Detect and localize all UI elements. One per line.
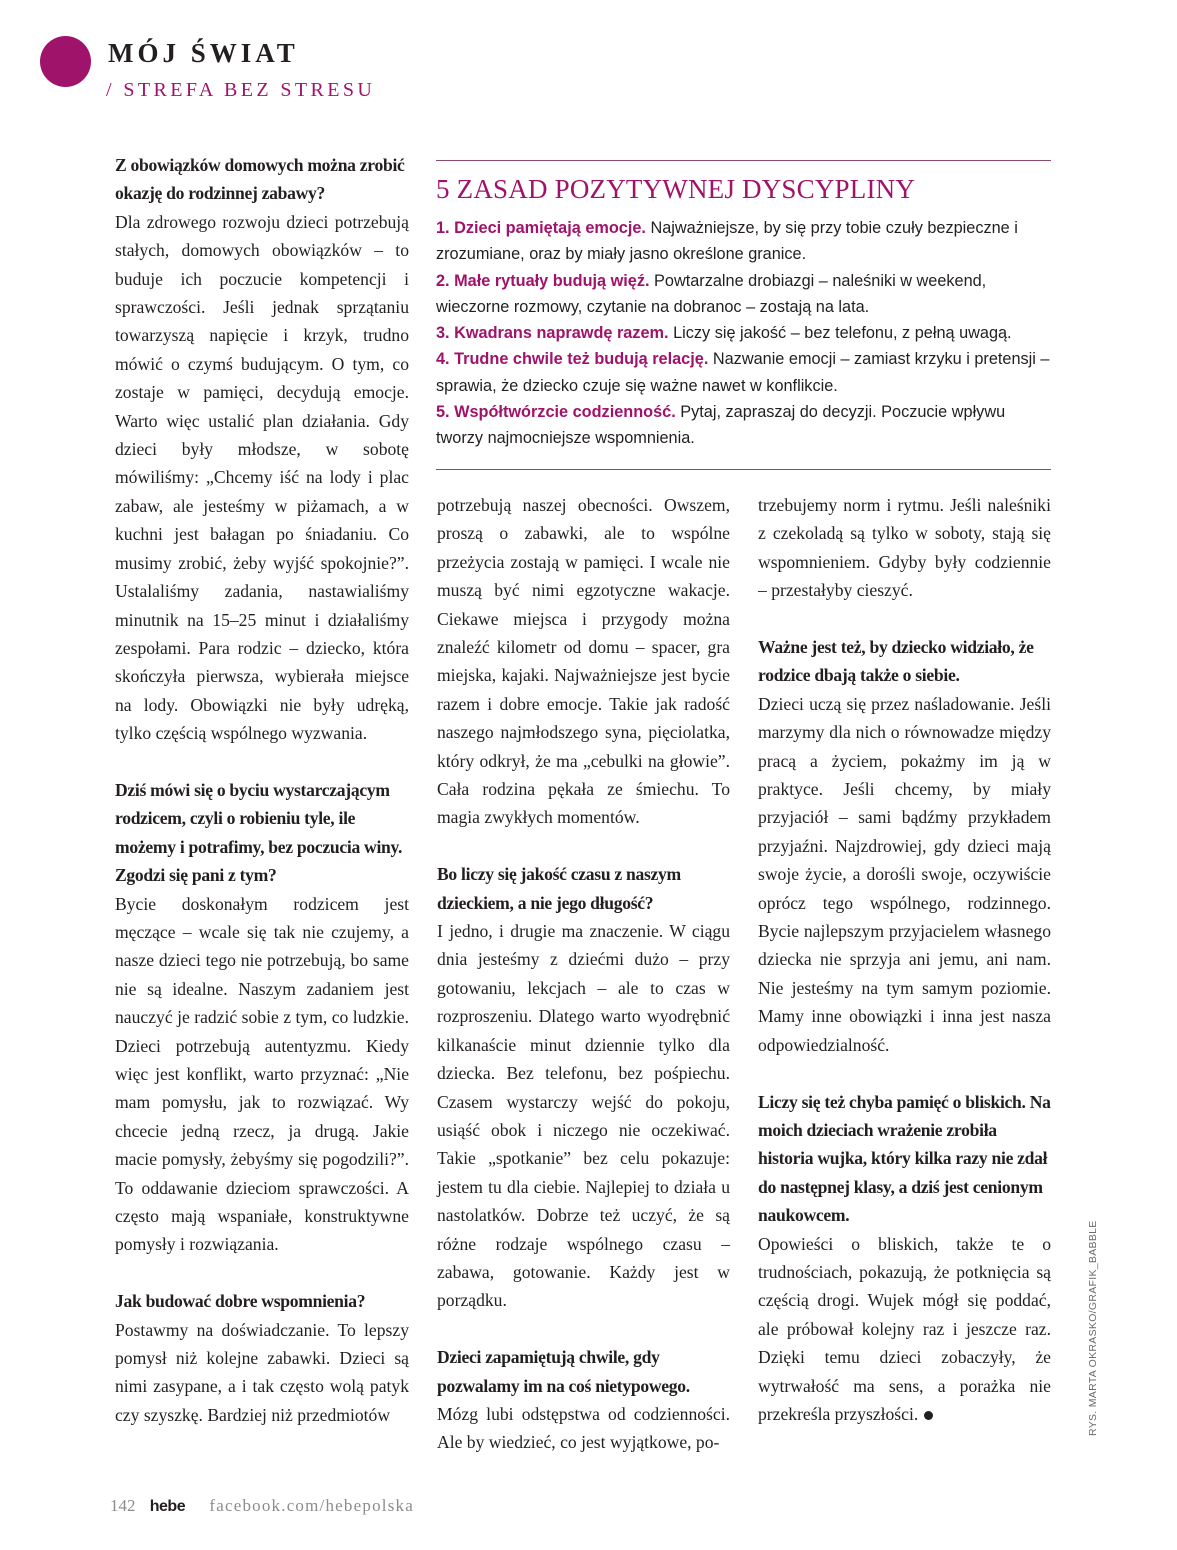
qa-block <box>115 1287 409 1429</box>
rule-item <box>436 346 1051 399</box>
rule-text: Nazwanie emocji – zamiast krzyku i pretensji – sprawia, że dziecko czuje się ważne nawet w konflikcie. <box>436 350 1050 395</box>
rule-item <box>436 215 1051 268</box>
interview-answer: Opowieści o bliskich, także te o trudnościach, pokazują, że potknięcia są częścią drogi. Wujek mógł się poddać, ale próbował kolejny raz i jeszcze raz. Dzięki temu dzieci zobaczyły, że wytrwałość ma sens, a porażka nie przekreśla przyszłości. <box>758 1233 1051 1424</box>
page-number: 142 <box>110 1496 136 1515</box>
rule-text: Liczy się jakość – bez telefonu, z pełną uwagą. <box>668 324 1012 343</box>
qa-block <box>437 1343 730 1457</box>
qa-block <box>758 633 1051 1059</box>
rule-heading: 3. Kwadrans naprawdę razem. <box>436 324 669 343</box>
interview-answer: Postawmy na doświadczanie. To lepszy pomysł niż kolejne zabawki. Dzieci są nimi zasypane, a i tak często wolą patyk czy szyszkę. Bardziej niż przedmiotów <box>115 1319 409 1425</box>
article-column-1 <box>115 151 409 1429</box>
article-column-2 <box>437 491 730 1457</box>
rule-heading: 4. Trudne chwile też budują relację. <box>436 350 709 369</box>
qa-block <box>115 776 409 1259</box>
interview-answer: I jedno, i drugie ma znaczenie. W ciągu dnia jesteśmy z dziećmi dużo – przy gotowaniu, lekcjach – ale to czas w rozproszeniu. Dlatego warto wyodrębnić kilkanaście minut dziennie tylko dla dziecka. Bez telefonu, bez pośpiechu. Czasem wystarczy wejść do pokoju, usiąść obok i niczego nie oczekiwać. Takie „spotkanie” bez celu pokazuje: jestem tu dla ciebie. Najlepiej to działa u nastolatków. Dobrze też uczyć, że są różne rodzaje wspólnego czasu – zabawa, gotowanie. Każdy jest w porządku. <box>437 921 730 1311</box>
interview-answer: Dla zdrowego rozwoju dzieci potrzebują stałych, domowych obowiązków – to buduje ich poczucie kompetencji i sprawczości. Jeśli jednak sprzątaniu towarzyszą napięcie i krzyk, trudno mówić o czymś budującym. O tym, co zostaje w pamięci, decydują emocje. Warto więc ustalić plan działania. Gdy dzieci były młodsze, w sobotę mówiliśmy: „Chcemy iść na lody i plac zabaw, ale jesteśmy w piżamach, a w kuchni jest bałagan po śniadaniu. Co musimy zrobić, żeby wyjść spokojnie?”. Ustalaliśmy zadania, nastawialiśmy minutnik na 15–25 minut i działaliśmy zespołami. Para rodzic – dziecko, która skończyła pierwsza, wybierała miejsce na lody. Obowiązki nie były udręką, tylko częścią wspólnego wyzwania. <box>115 211 409 744</box>
interview-answer: Bycie doskonałym rodzicem jest męczące – wcale się tak nie czujemy, a nasze dzieci tego nie potrzebują, bo same nie są idealne. Naszym zadaniem jest nauczyć je radzić sobie z tym, co ludzkie. Dzieci potrzebują autentyzmu. Kiedy więc jest konflikt, warto przyznać: „Nie mam pomysłu, jak to rozwiązać. Wy chcecie jedną rzecz, ja drugą. Jakie macie pomysły, żebyśmy się pogodzili?”. To oddawanie dzieciom sprawczości. A często mają wspaniałe, konstruktywne pomysły i rozwiązania. <box>115 893 409 1255</box>
interview-question: Bo liczy się jakość czasu z naszym dzieckiem, a nie jego długość? <box>437 864 681 913</box>
section-subtitle: / STREFA BEZ STRESU <box>106 79 376 101</box>
rule-text: Pytaj, zapraszaj do decyzji. Poczucie wpływu tworzy najmocniejsze wspomnienia. <box>436 403 1006 448</box>
rule-heading: 2. Małe rytuały budują więź. <box>436 271 650 290</box>
rule-heading: 1. Dzieci pamiętają emocje. <box>436 219 646 237</box>
answer-continuation: potrzebują naszej obecności. Owszem, proszą o zabawki, ale to wspólne przeżycia zostają w pamięci. I wcale nie muszą być nimi egzotyczne wakacje. Ciekawe miejsca i przygody można znaleźć kilometr od domu – spacer, gra miejska, kajaki. Najważniejsze jest bycie razem i dobre emocje. Takie jak radość naszego najmłodszego syna, pięciolatka, który odkrył, że ma „cebulki na głowie”. Cała rodzina pękała ze śmiechu. To magia zwykłych momentów. <box>437 495 730 828</box>
interview-question: Jak budować dobre wspomnienia? <box>115 1291 366 1312</box>
section-title: MÓJ ŚWIAT <box>108 38 299 68</box>
facebook-link[interactable]: facebook.com/hebepolska <box>209 1496 414 1515</box>
interview-answer: Mózg lubi odstępstwa od codzienności. Ale by wiedzieć, co jest wyjątkowe, po- <box>437 1403 730 1453</box>
interview-question: Dzieci zapamiętują chwile, gdy pozwalamy im na coś nietypowego. <box>437 1347 690 1396</box>
rule-text: Powtarzalne drobiazgi – naleśniki w weekend, wieczorne rozmowy, czytanie na dobranoc – zostają na lata. <box>436 271 987 316</box>
interview-question: Ważne jest też, by dziecko widziało, że rodzice dbają także o siebie. <box>758 637 1034 686</box>
interview-answer: Dzieci uczą się przez naśladowanie. Jeśli marzymy dla nich o równowadze między pracą a życiem, pokażmy im ją w praktyce. Jeśli chcemy, by miały przyjaciół – sami bądźmy przykładem przyjaźni. Najzdrowiej, gdy dzieci mają swoje życie, a dorośli swoje, oczywiście oprócz tego wspólnego, rodzinnego. Bycie najlepszym przyjacielem własnego dziecka nie sprzyja ani jemu, ani nam. Nie jesteśmy na tym samym poziomie. Mamy inne obowiązki i inna jest nasza odpowiedzialność. <box>758 693 1051 1055</box>
qa-block <box>437 860 730 1315</box>
article-column-3 <box>758 491 1051 1428</box>
interview-question: Dziś mówi się o byciu wystarczającym rodzicem, czyli o robieniu tyle, ile możemy i potrafimy, bez poczucia winy. Zgodzi się pani z tym? <box>115 779 403 886</box>
qa-block <box>115 151 409 748</box>
rules-sidebar-box <box>436 160 1051 470</box>
end-of-article-dot-icon <box>924 1411 933 1420</box>
rule-text: Najważniejsze, by się przy tobie czuły bezpieczne i zrozumiane, oraz by miały jasno określone granice. <box>436 219 1018 264</box>
answer-continuation: trzebujemy norm i rytmu. Jeśli naleśniki z czekoladą są tylko w soboty, stają się wspomnieniem. Gdyby były codziennie – przestałyby cieszyć. <box>758 495 1051 601</box>
rule-item <box>436 399 1051 452</box>
rule-item <box>436 268 1051 321</box>
section-marker-dot <box>40 36 91 87</box>
qa-block <box>758 1088 1051 1429</box>
brand-logo: hebe <box>149 1498 186 1515</box>
rule-item <box>436 320 1051 346</box>
rule-heading: 5. Współtwórzcie codzienność. <box>436 403 676 422</box>
interview-question: Z obowiązków domowych można zrobić okazję do rodzinnej zabawy? <box>115 155 405 204</box>
rules-sidebar-title: 5 ZASAD POZYTYWNEJ DYSCYPLINY <box>436 174 916 204</box>
illustration-credit: RYS. MARTA OKRASKO/GRAFIK_BABBLE <box>1087 1220 1099 1436</box>
rules-list <box>436 215 1051 452</box>
interview-question: Liczy się też chyba pamięć o bliskich. Na moich dzieciach wrażenie zrobiła historia wujka, który kilka razy nie zdał do następnej klasy, a dziś jest cenionym naukowcem. <box>758 1091 1051 1226</box>
page-footer <box>110 1496 414 1516</box>
